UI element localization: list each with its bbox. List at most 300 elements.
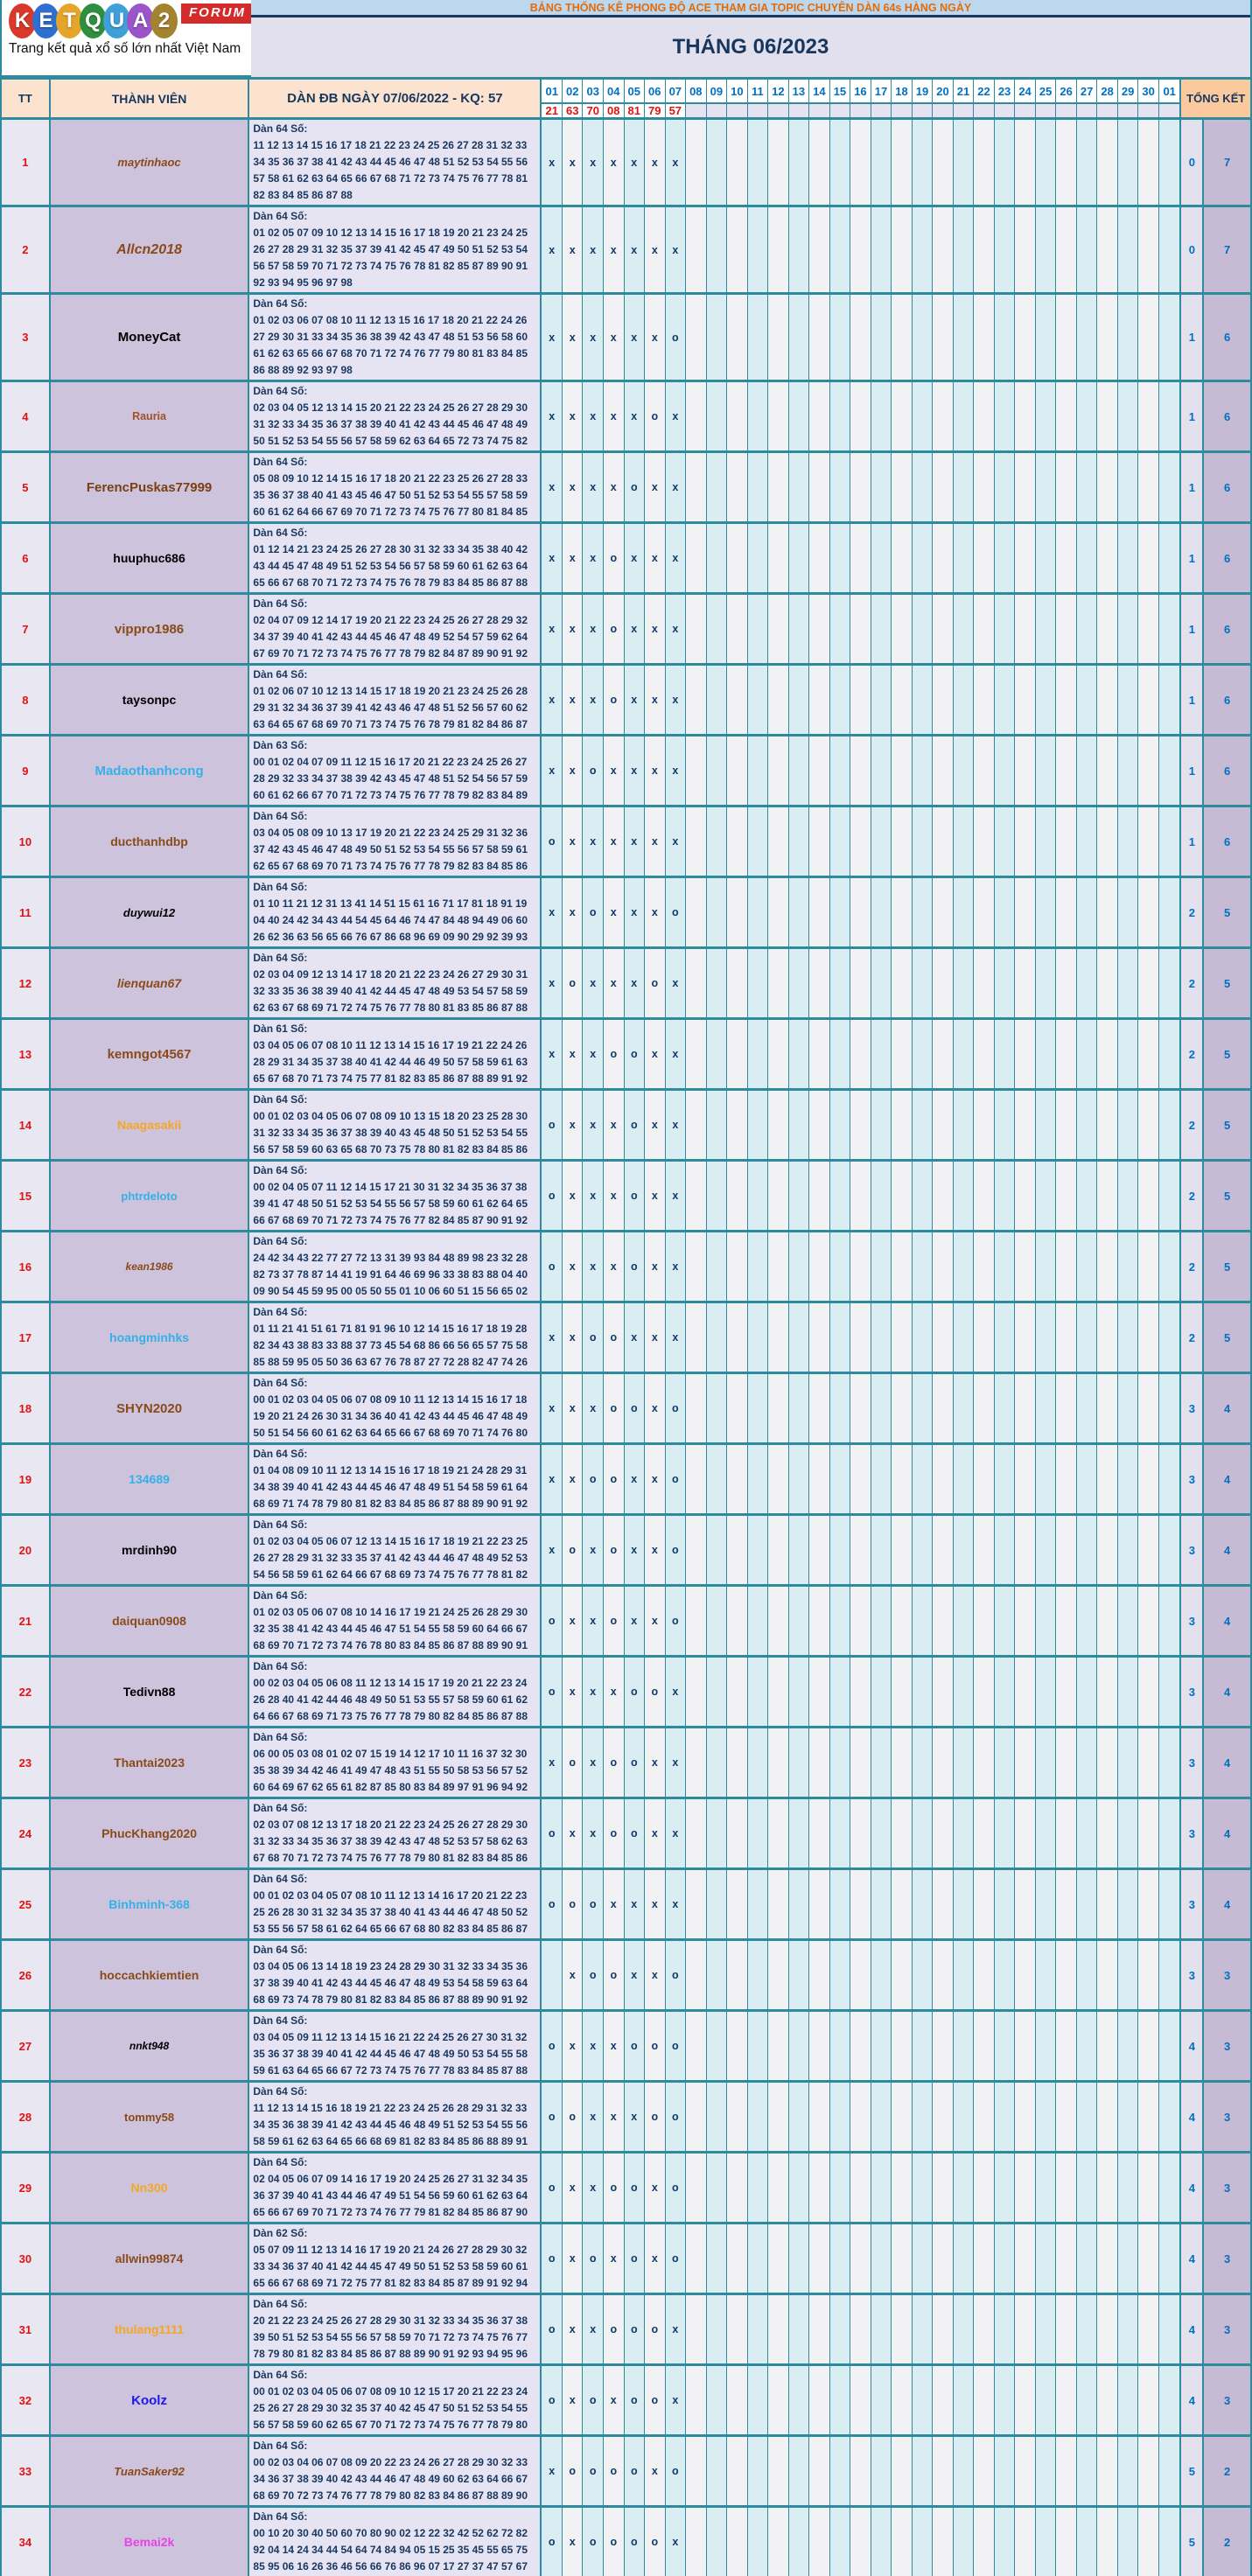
day-result	[768, 104, 788, 117]
day-cell	[768, 1941, 789, 2009]
day-cell	[1159, 1587, 1180, 1655]
mark-x: x	[651, 906, 658, 918]
member-name[interactable]: FerencPuskas77999	[86, 479, 213, 495]
rank-cell: 16	[2, 1232, 51, 1301]
dan-cell	[249, 524, 542, 592]
mark-empty	[871, 807, 892, 876]
day-result	[830, 104, 850, 117]
day-cells	[542, 1232, 1181, 1301]
day-cell	[789, 1587, 810, 1655]
day-cell	[727, 2437, 748, 2505]
member-cell	[51, 666, 250, 734]
day-cell	[1118, 1445, 1139, 1513]
mark-empty	[686, 1162, 706, 1230]
day-cell	[563, 1941, 584, 2009]
dan-numbers-line: 37 38 39 40 41 42 43 44 45 46 47 48 49 53 54 58 59 63 64	[253, 1977, 528, 1989]
mark-empty	[974, 949, 994, 1017]
day-cell	[604, 595, 625, 663]
day-cell	[1077, 1728, 1098, 1797]
member-name[interactable]: Koolz	[131, 2392, 167, 2408]
mark-empty	[1159, 1870, 1180, 1938]
day-cell	[1036, 1232, 1057, 1301]
day-cell	[1077, 1587, 1098, 1655]
mark-x: x	[672, 694, 679, 706]
rank-cell: 5	[2, 453, 51, 521]
total-hit-cell: 6	[1204, 736, 1250, 805]
dan-numbers-line: 00 01 02 03 04 05 06 07 08 09 10 11 12 13 14 15 16 17 18	[253, 1393, 528, 1406]
dan-cell	[249, 1799, 542, 1867]
dan-numbers-line: 03 04 05 06 07 08 10 11 12 13 14 15 16 17 19 21 22 24 26	[253, 1039, 528, 1051]
rank-cell: 23	[2, 1728, 51, 1797]
day-result	[789, 104, 809, 117]
day-cell	[995, 1374, 1016, 1442]
day-cell	[563, 666, 584, 734]
day-cell	[789, 1232, 810, 1301]
total-miss-cell: 4	[1181, 2366, 1204, 2434]
day-cell	[1056, 2012, 1077, 2080]
day-result: 63	[563, 104, 583, 117]
mark-empty	[789, 2224, 809, 2293]
day-cell	[748, 1516, 769, 1584]
mark-empty	[933, 1870, 953, 1938]
rank-cell: 6	[2, 524, 51, 592]
day-cell	[686, 1020, 707, 1088]
mark-empty	[707, 2224, 727, 2293]
day-cell	[892, 453, 913, 521]
mark-empty	[1036, 878, 1056, 946]
day-cell	[1036, 1020, 1057, 1088]
member-name[interactable]: Rauria	[132, 410, 166, 422]
day-cell	[850, 1516, 871, 1584]
member-name[interactable]: MoneyCat	[117, 330, 181, 345]
day-cell	[871, 1799, 892, 1867]
day-cell	[748, 1232, 769, 1301]
table-row	[2, 1938, 1250, 2009]
mark-empty	[1015, 295, 1035, 380]
day-cell	[1118, 807, 1139, 876]
mark-x: x	[569, 2394, 576, 2406]
mark-empty	[809, 1091, 829, 1159]
day-column-header	[1118, 80, 1139, 117]
day-cell	[604, 1799, 625, 1867]
mark-empty	[871, 1374, 892, 1442]
day-result	[1138, 104, 1158, 117]
mark-empty	[850, 2295, 871, 2363]
day-label: 16	[850, 80, 871, 104]
mark-empty	[707, 1658, 727, 1726]
dan-numbers-line: 82 83 84 85 86 87 88	[253, 189, 353, 201]
day-cell	[933, 2224, 954, 2293]
day-cell	[830, 2508, 851, 2576]
mark-empty	[1015, 736, 1035, 805]
mark-empty	[727, 295, 747, 380]
mark-empty	[1159, 2154, 1180, 2222]
day-cell	[1097, 1232, 1118, 1301]
day-cell	[1118, 1232, 1139, 1301]
mark-empty	[954, 2154, 974, 2222]
mark-x: x	[569, 906, 576, 918]
mark-empty	[913, 453, 933, 521]
member-name[interactable]: Madaothanhcong	[94, 763, 204, 778]
member-name[interactable]: nnkt948	[129, 2040, 170, 2052]
rank-cell: 21	[2, 1587, 51, 1655]
day-cell	[583, 2083, 604, 2151]
day-cell	[789, 1799, 810, 1867]
mark-empty	[974, 2366, 994, 2434]
mark-empty	[933, 878, 953, 946]
day-cell	[645, 2012, 666, 2080]
mark-empty	[913, 1658, 933, 1726]
day-cell	[583, 2437, 604, 2505]
mark-empty	[954, 2508, 974, 2576]
day-cell	[1056, 949, 1077, 1017]
day-cell	[1159, 1658, 1180, 1726]
mark-x: x	[651, 1969, 658, 1981]
day-cell	[850, 949, 871, 1017]
total-hit-cell: 3	[1204, 2295, 1250, 2363]
dan-title: Dàn 64 Số:	[253, 1873, 308, 1885]
mark-empty	[727, 807, 747, 876]
mark-x: x	[610, 1119, 617, 1131]
mark-o: o	[548, 2182, 556, 2194]
day-cell	[707, 207, 728, 292]
day-cell	[748, 878, 769, 946]
mark-x: x	[549, 1331, 556, 1344]
day-cell	[583, 120, 604, 205]
day-cell	[1015, 2012, 1036, 2080]
mark-empty	[1159, 2224, 1180, 2293]
day-cell	[748, 2224, 769, 2293]
mark-empty	[974, 1587, 994, 1655]
mark-empty	[1015, 2437, 1035, 2505]
mark-empty	[995, 1020, 1015, 1088]
mark-o: o	[548, 1119, 556, 1131]
mark-empty	[1118, 1374, 1138, 1442]
day-cell	[1056, 295, 1077, 380]
day-cell	[686, 2295, 707, 2363]
mark-empty	[1118, 878, 1138, 946]
mark-o: o	[630, 1260, 638, 1273]
day-column-header	[830, 80, 851, 117]
mark-x: x	[610, 1260, 617, 1273]
day-cell	[625, 2083, 646, 2151]
member-name[interactable]: hoangminhks	[109, 1330, 190, 1344]
mark-empty	[1138, 949, 1158, 1017]
mark-empty	[707, 2295, 727, 2363]
day-cell	[686, 595, 707, 663]
day-cell	[748, 1091, 769, 1159]
mark-empty	[1159, 1162, 1180, 1230]
mark-empty	[1036, 1232, 1056, 1301]
member-name[interactable]: duywui12	[122, 905, 176, 919]
day-cell	[1036, 2083, 1057, 2151]
day-cell	[830, 878, 851, 946]
member-name[interactable]: Allcn2018	[116, 241, 182, 257]
mark-empty	[871, 1799, 892, 1867]
day-cell	[1118, 1799, 1139, 1867]
day-cell	[1159, 736, 1180, 805]
day-cell	[1159, 1162, 1180, 1230]
day-cell	[707, 1091, 728, 1159]
day-cell	[871, 2224, 892, 2293]
total-hit-cell: 5	[1204, 1303, 1250, 1372]
day-cell	[974, 1374, 995, 1442]
day-cell	[1097, 1870, 1118, 1938]
member-name[interactable]: Thantai2023	[114, 1756, 185, 1770]
site-logo[interactable]	[2, 0, 251, 77]
day-cells	[542, 1658, 1181, 1726]
member-name[interactable]: 134689	[129, 1472, 170, 1486]
day-cell	[727, 1587, 748, 1655]
mark-x: x	[672, 1898, 679, 1910]
day-cell	[583, 1658, 604, 1726]
day-cell	[892, 1941, 913, 2009]
mark-empty	[1036, 1091, 1056, 1159]
member-name[interactable]: Nn300	[130, 2181, 168, 2195]
mark-empty	[809, 1445, 829, 1513]
member-name[interactable]: maytinhaoc	[117, 156, 181, 169]
day-cell	[1015, 2508, 1036, 2576]
member-name[interactable]: Bemai2k	[123, 2535, 175, 2549]
member-name[interactable]: lienquan67	[116, 976, 182, 990]
day-cell	[583, 1445, 604, 1513]
day-cell	[1077, 1091, 1098, 1159]
day-cell	[871, 2508, 892, 2576]
member-name[interactable]: kean1986	[125, 1260, 173, 1273]
day-cell	[1036, 1162, 1057, 1230]
day-cell	[933, 120, 954, 205]
mark-empty	[1077, 524, 1097, 592]
day-cell	[1138, 1445, 1159, 1513]
mark-empty	[768, 2366, 788, 2434]
mark-empty	[768, 1587, 788, 1655]
mark-empty	[768, 2295, 788, 2363]
mark-empty	[727, 1516, 747, 1584]
member-name[interactable]: hoccachkiemtien	[99, 1968, 199, 1982]
day-label: 23	[995, 80, 1015, 104]
member-name[interactable]: Naagasakii	[116, 1118, 182, 1132]
mark-x: x	[590, 2323, 597, 2335]
member-name[interactable]: kemngot4567	[107, 1046, 192, 1062]
day-result: 70	[583, 104, 603, 117]
mark-empty	[1159, 1374, 1180, 1442]
mark-empty	[954, 382, 974, 450]
day-cell	[727, 1374, 748, 1442]
mark-empty	[830, 2224, 850, 2293]
mark-empty	[933, 120, 953, 205]
mark-o: o	[630, 2394, 638, 2406]
day-cell	[768, 2224, 789, 2293]
day-cell	[809, 453, 830, 521]
dan-numbers-line: 66 67 68 69 70 71 72 73 74 75 76 77 82 84 85 87 90 91 92	[253, 1214, 528, 1226]
day-cell	[1056, 382, 1077, 450]
day-cell	[727, 120, 748, 205]
day-cell	[830, 453, 851, 521]
mark-empty	[913, 1162, 933, 1230]
mark-empty	[933, 1941, 953, 2009]
day-cell	[1159, 1799, 1180, 1867]
member-name[interactable]: PhucKhang2020	[101, 1826, 197, 1840]
day-cell	[666, 2437, 687, 2505]
total-hit-cell: 7	[1204, 120, 1250, 205]
day-cell	[974, 1162, 995, 1230]
day-cell	[892, 1374, 913, 1442]
day-cell	[666, 1091, 687, 1159]
member-name[interactable]: allwin99874	[115, 2251, 184, 2265]
day-cell	[995, 382, 1016, 450]
day-cell	[995, 207, 1016, 292]
dan-numbers-line: 62 63 67 68 69 71 72 74 75 76 77 78 80 81 83 85 86 87 88	[253, 1002, 528, 1014]
mark-empty	[974, 1516, 994, 1584]
mark-empty	[1015, 524, 1035, 592]
total-hit-cell: 4	[1204, 1516, 1250, 1584]
dan-cell	[249, 2224, 542, 2293]
mark-o: o	[651, 2040, 659, 2052]
mark-empty	[748, 1870, 768, 1938]
day-cell	[563, 1020, 584, 1088]
day-cell	[1159, 1091, 1180, 1159]
day-result	[1159, 104, 1180, 117]
day-cell	[1056, 2083, 1077, 2151]
day-cell	[1159, 1020, 1180, 1088]
day-cell	[871, 2012, 892, 2080]
total-miss-cell: 3	[1181, 1728, 1204, 1797]
mark-empty	[954, 2437, 974, 2505]
mark-x: x	[672, 764, 679, 777]
member-name[interactable]: taysonpc	[122, 693, 177, 707]
day-cell	[1056, 1799, 1077, 1867]
mark-o: o	[548, 2252, 556, 2265]
mark-empty	[686, 949, 706, 1017]
member-name[interactable]: TuanSaker92	[114, 2464, 185, 2478]
day-cell	[1097, 2366, 1118, 2434]
day-cell	[995, 1232, 1016, 1301]
dan-cell	[249, 2154, 542, 2222]
day-cell	[1118, 1728, 1139, 1797]
day-cell	[850, 1374, 871, 1442]
day-cell	[789, 1728, 810, 1797]
mark-empty	[707, 2154, 727, 2222]
day-cell	[727, 595, 748, 663]
mark-o: o	[548, 2111, 556, 2123]
day-cell	[1118, 1870, 1139, 1938]
member-name[interactable]: daiquan0908	[112, 1614, 186, 1628]
mark-empty	[892, 120, 912, 205]
member-name[interactable]: mrdinh90	[122, 1543, 178, 1557]
member-name[interactable]: SHYN2020	[116, 1400, 183, 1416]
day-cell	[892, 2437, 913, 2505]
mark-empty	[789, 120, 809, 205]
mark-empty	[1138, 1232, 1158, 1301]
member-name[interactable]: vippro1986	[114, 621, 185, 637]
mark-empty	[913, 120, 933, 205]
day-cell	[604, 207, 625, 292]
day-cell	[563, 2154, 584, 2222]
member-cell	[51, 2012, 250, 2080]
total-miss-cell: 5	[1181, 2508, 1204, 2576]
mark-empty	[1118, 295, 1138, 380]
total-miss-cell: 2	[1181, 1232, 1204, 1301]
member-name[interactable]: huuphuc686	[113, 551, 185, 565]
mark-o: o	[589, 1473, 597, 1485]
day-cell	[954, 2083, 975, 2151]
mark-empty	[830, 524, 850, 592]
day-cell	[892, 1445, 913, 1513]
mark-empty	[686, 382, 706, 450]
day-cell	[913, 736, 934, 805]
day-cell	[625, 2437, 646, 2505]
dan-numbers-line: 39 41 47 48 50 51 52 53 54 55 56 57 58 59 60 61 62 64 65	[253, 1197, 528, 1210]
day-cell	[748, 120, 769, 205]
mark-empty	[892, 1587, 912, 1655]
mark-empty	[789, 1020, 809, 1088]
dan-numbers-line: 02 04 05 06 07 09 14 16 17 19 20 24 25 26 27 31 32 34 35	[253, 2173, 528, 2185]
mark-o: o	[630, 2323, 638, 2335]
mark-empty	[933, 295, 953, 380]
mark-o: o	[671, 1615, 679, 1627]
member-name[interactable]: Tedivn88	[122, 1685, 176, 1699]
mark-empty	[933, 524, 953, 592]
day-result	[1097, 104, 1117, 117]
member-name[interactable]: ducthanhdbp	[110, 834, 188, 848]
mark-empty	[768, 1162, 788, 1230]
day-column-header	[913, 80, 934, 117]
day-cell	[913, 2437, 934, 2505]
day-cell	[1056, 1162, 1077, 1230]
day-cell	[1036, 595, 1057, 663]
day-cell	[707, 295, 728, 380]
day-label: 06	[645, 80, 665, 104]
day-result	[1077, 104, 1097, 117]
day-cell	[1015, 120, 1036, 205]
mark-empty	[748, 1091, 768, 1159]
day-cell	[809, 1162, 830, 1230]
day-cell	[645, 1799, 666, 1867]
mark-x: x	[549, 481, 556, 493]
mark-empty	[850, 1020, 871, 1088]
member-name[interactable]: tommy58	[124, 2110, 175, 2124]
mark-empty	[1097, 1870, 1117, 1938]
mark-empty	[974, 2224, 994, 2293]
total-hit-cell: 4	[1204, 1799, 1250, 1867]
mark-empty	[1056, 666, 1076, 734]
day-label: 12	[768, 80, 788, 104]
day-cell	[913, 1020, 934, 1088]
mark-empty	[748, 2437, 768, 2505]
day-cell	[995, 807, 1016, 876]
day-cell	[1036, 949, 1057, 1017]
mark-empty	[789, 666, 809, 734]
mark-empty	[1118, 1728, 1138, 1797]
dan-numbers-line: 35 36 37 38 40 41 43 45 46 47 50 51 52 53 54 55 57 58 59	[253, 489, 528, 501]
dan-cell	[249, 1445, 542, 1513]
mark-empty	[1118, 207, 1138, 292]
member-name[interactable]: thulang1111	[114, 2322, 185, 2336]
mark-empty	[995, 949, 1015, 1017]
member-name[interactable]: phtrdeloto	[121, 1189, 178, 1203]
day-cell	[974, 382, 995, 450]
dan-numbers-line: 00 01 02 03 04 05 07 08 10 11 12 13 14 16 17 20 21 22 23	[253, 1889, 528, 1902]
day-cell	[809, 1020, 830, 1088]
mark-empty	[892, 1516, 912, 1584]
mark-empty	[850, 1870, 871, 1938]
day-column-header	[625, 80, 646, 117]
day-cell	[604, 1020, 625, 1088]
day-cell	[583, 1091, 604, 1159]
day-cell	[809, 2295, 830, 2363]
member-name[interactable]: Binhminh-368	[108, 1897, 190, 1911]
day-cell	[892, 1162, 913, 1230]
